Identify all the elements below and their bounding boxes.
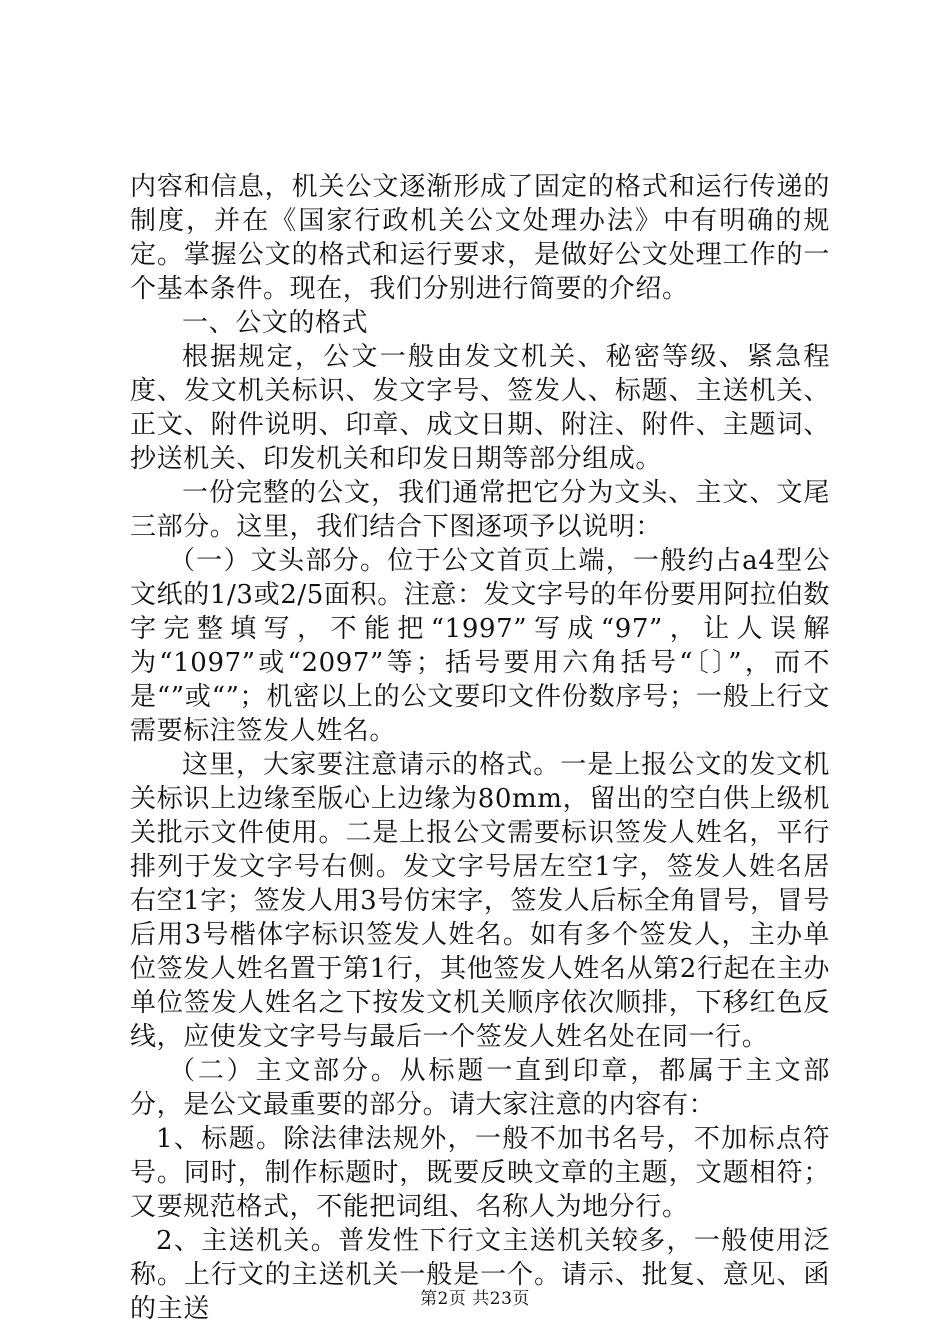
paragraph-header-part: （一）文头部分。位于公文首页上端，一般约占a4型公文纸的1/3或2/5面积。注意：发文字号的年份要用阿拉伯数字完整填写，不能把“1997”写成“97”，让人误解为“1097”或“2097”等；括号要用六角括号“〔〕”，而不是“”或“”；机密以上的公文要印文件份数序号；一般上行文需要标注签发人姓名。 bbox=[130, 546, 830, 746]
paragraph-request-format: 这里，大家要注意请示的格式。一是上报公文的发文机关标识上边缘至版心上边缘为80mm，留出的空白供上级机关批示文件使用。二是上报公文需要标识签发人姓名，平行排列于发文字号右侧。发文字号居左空1字，签发人姓名居右空1字；签发人用3号仿宋字，签发人后标全角冒号，冒号后用3号楷体字标识签发人姓名。如有多个签发人，主办单位签发人姓名置于第1行，其他签发人姓名从第2行起在主办单位签发人姓名之下按发文机关顺序依次顺排，下移红色反线，应使发文字号与最后一个签发人姓名处在同一行。 bbox=[130, 750, 830, 1052]
paragraph-components: 根据规定，公文一般由发文机关、秘密等级、紧急程度、发文机关标识、发文字号、签发人、标题、主送机关、正文、附件说明、印章、成文日期、附注、附件、主题词、抄送机关、印发机关和印发日期等部分组成。 bbox=[130, 342, 830, 474]
document-body bbox=[130, 170, 830, 1326]
page-number-footer: 第2页 共23页 bbox=[420, 1289, 530, 1309]
paragraph-three-parts: 一份完整的公文，我们通常把它分为文头、主文、文尾三部分。这里，我们结合下图逐项予以说明： bbox=[130, 478, 830, 542]
paragraph-main-part: （二）主文部分。从标题一直到印章，都属于主文部分，是公文最重要的部分。请大家注意的内容有： bbox=[130, 1056, 830, 1120]
paragraph-title-rule: 1、标题。除法律法规外，一般不加书名号，不加标点符号。同时，制作标题时，既要反映文章的主题，文题相符；又要规范格式，不能把词组、名称人为地分行。 bbox=[130, 1124, 830, 1222]
paragraph-recipient-rule: 2、主送机关。普发性下行文主送机关较多，一般使用泛称。上行文的主送机关一般是一个。请示、批复、意见、函的主送 bbox=[130, 1226, 830, 1324]
section-heading-format: 一、公文的格式 bbox=[182, 308, 369, 338]
paragraph-intro: 内容和信息，机关公文逐渐形成了固定的格式和运行传递的制度，并在《国家行政机关公文处理办法》中有明确的规定。掌握公文的格式和运行要求，是做好公文处理工作的一个基本条件。现在，我们分别进行简要的介绍。 bbox=[130, 172, 830, 304]
